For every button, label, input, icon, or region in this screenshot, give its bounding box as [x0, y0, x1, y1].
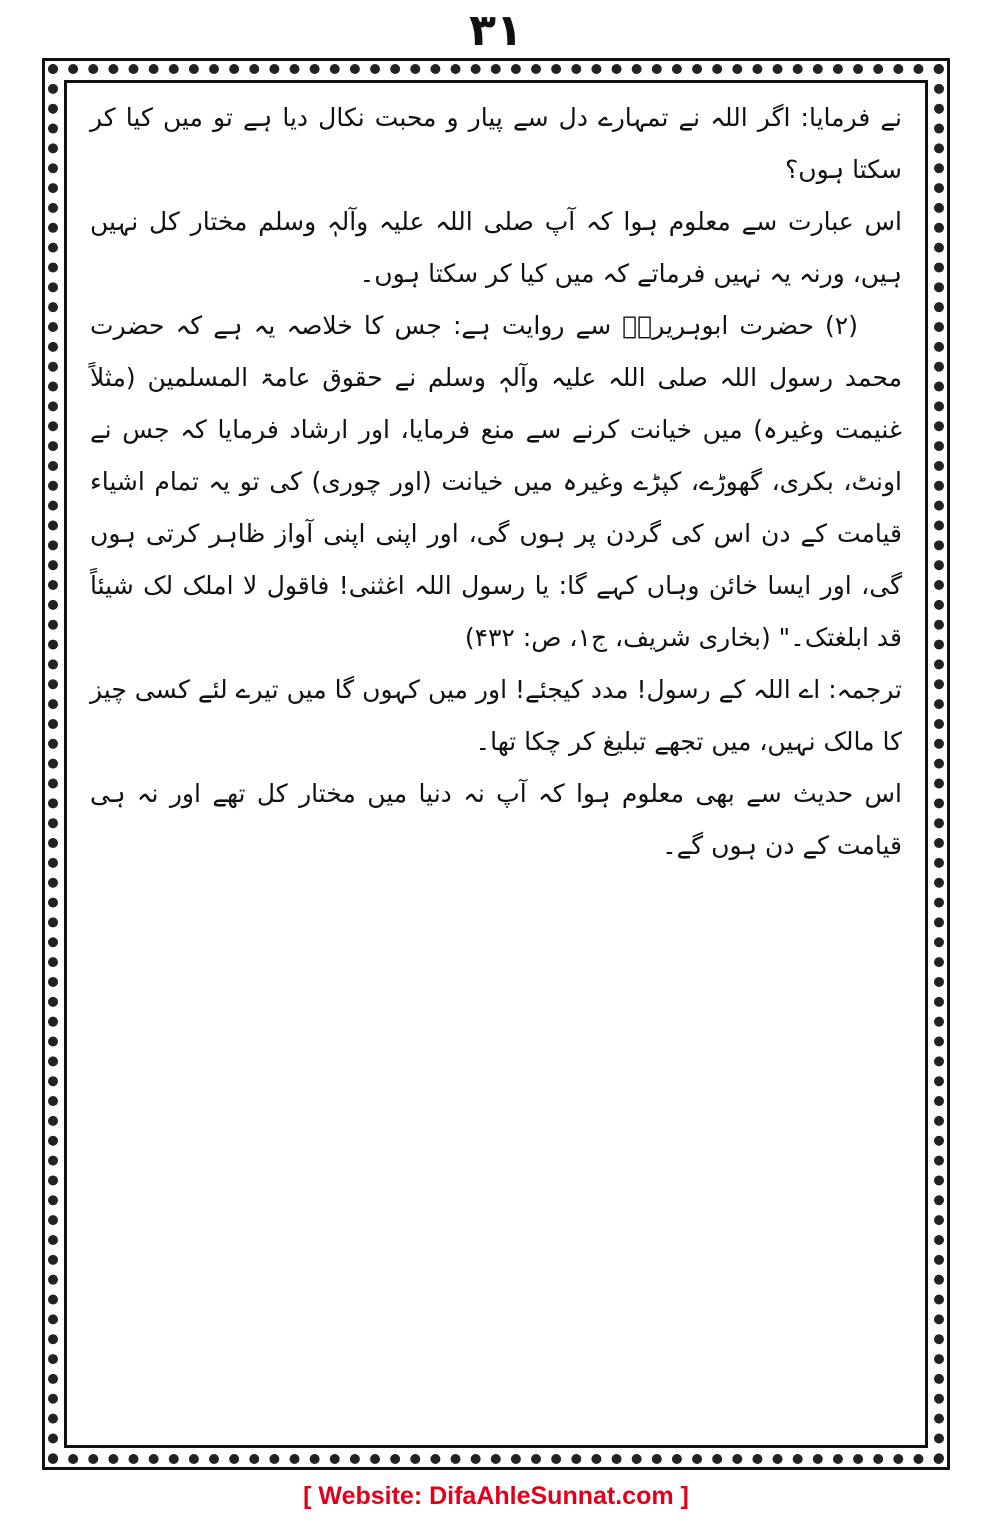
paragraph-conclusion-2: اس حدیث سے بھی معلوم ہوا کہ آپ نہ دنیا میں مختار کل تھے اور نہ ہی قیامت کے دن ہوں گے۔ — [90, 779, 902, 860]
paragraph-conclusion-1: اس عبارت سے معلوم ہوا کہ آپ صلی اللہ علیہ وآلہٖ وسلم مختار کل نہیں ہیں، ورنہ یہ نہیں فرماتے کہ میں کیا کر سکتا ہوں۔ — [90, 207, 902, 288]
page-number: ۳۱ — [469, 5, 523, 56]
paragraph-hadith-2: (۲) حضرت ابوہریرہؓ سے روایت ہے: جس کا خلاصہ یہ ہے کہ حضرت محمد رسول اللہ صلی اللہ علیہ وآلہٖ وسلم نے حقوق عامۃ المسلمین (مثلاً غنیمت وغیرہ) میں خیانت کرنے سے منع فرمایا، اور ارشاد فرمایا کہ جس نے اونٹ، بکری، گھوڑے، کپڑے وغیرہ میں خیانت (اور چوری) کی تو یہ تمام اشیاء قیامت کے دن اس کی گردن پر ہوں گی، اور اپنی اپنی آواز ظاہر کرتی ہوں گی، اور ایسا خائن وہاں کہے گا: یا رسول اللہ اغثنی! فاقول لا املک لک شیئاً قد ابلغتک۔" (بخاری شریف، ج۱، ص: ۴۳۲) — [90, 311, 902, 652]
website-link[interactable]: [ Website: DifaAhleSunnat.com ] — [303, 1482, 689, 1510]
page-body-text — [90, 92, 902, 860]
paragraph-quote-end: نے فرمایا: اگر اللہ نے تمہارے دل سے پیار و محبت نکال دیا ہے تو میں کیا کر سکتا ہوں؟ — [90, 103, 902, 184]
paragraph-translation: ترجمہ: اے اللہ کے رسول! مدد کیجئے! اور میں کہوں گا میں تیرے لئے کسی چیز کا مالک نہیں، میں تجھے تبلیغ کر چکا تھا۔ — [90, 675, 902, 756]
